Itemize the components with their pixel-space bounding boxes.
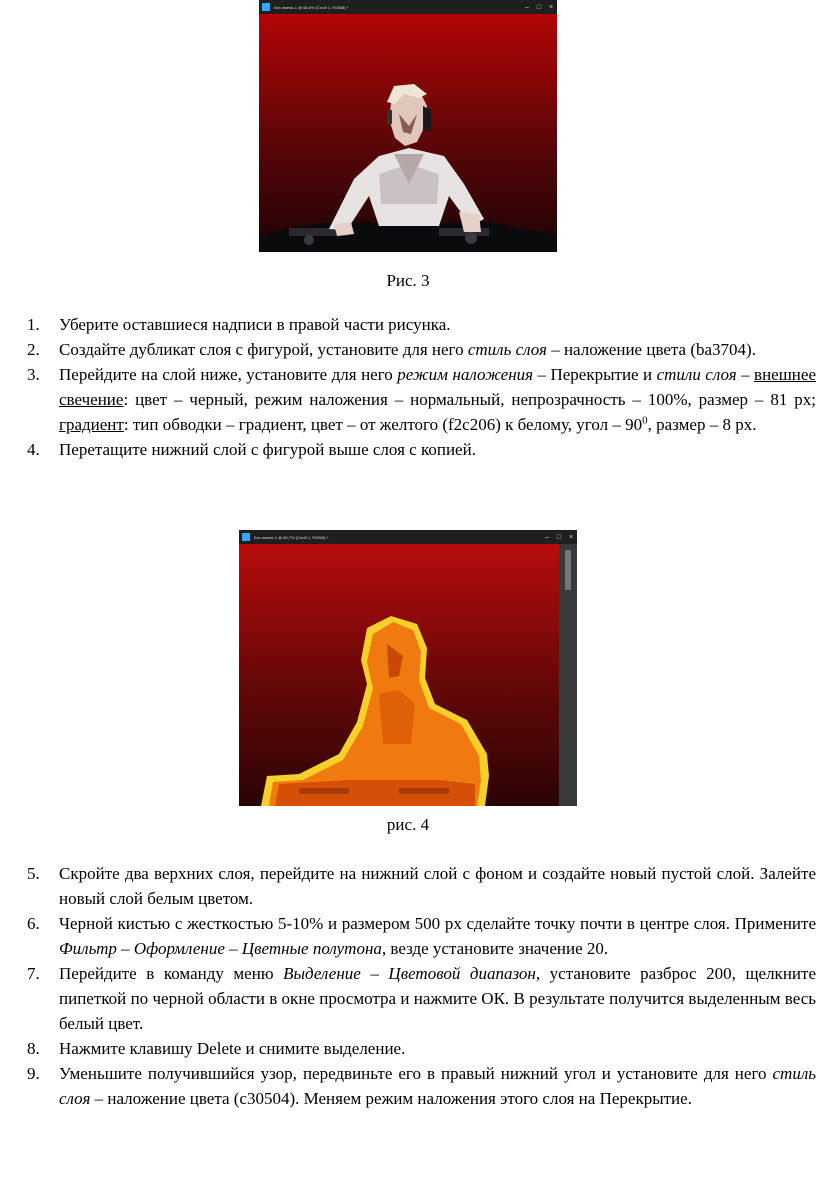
list-item-text: : цвет – черный, режим наложения – нормальный, непрозрачность – 100%, размер – 81 px; [123,390,816,409]
list-item-text: : тип обводки – градиент, цвет – от желтого (f2c206) к белому, угол – 90 [123,415,643,434]
list-item-text: , размер – 8 px. [647,415,757,434]
close-button[interactable]: × [568,533,574,541]
list-item-text: Создайте дубликат слоя с фигурой, установите для него [59,340,468,359]
maximize-button[interactable]: □ [556,533,562,541]
list-item-number: 9. [27,1064,40,1083]
list-item-text: Уменьшите получившийся узор, передвиньте его в правый нижний угол и установите для него [59,1064,773,1083]
italic-term: Фильтр – Оформление – Цветные полутона [59,939,382,958]
list-item-text: – наложение цвета (c30504). Меняем режим наложения этого слоя на Перекрытие. [90,1089,692,1108]
list-item [27,911,816,961]
figure-3-caption: Рис. 3 [386,271,430,290]
italic-term: стили слоя [656,365,737,384]
list-item-text: Нажмите клавишу Delete и снимите выделение. [59,1039,406,1058]
superscript: 0 [642,414,648,427]
list-item [27,337,816,362]
window-titlebar [259,0,557,14]
list-item-text: – Перекрытие и [533,365,657,384]
list-item [27,861,816,911]
document-canvas[interactable] [239,544,577,806]
list-item-text: – наложение цвета (ba3704). [546,340,756,359]
window-titlebar [239,530,577,544]
window-title: Без имени-1 @ 66,7% (Слой 1, RGB/8) * [254,534,329,540]
document-canvas[interactable] [259,14,557,252]
orange-glow-silhouette-image [239,544,577,806]
maximize-button[interactable]: □ [536,3,542,11]
list-item-number: 7. [27,964,40,983]
list-item-text: Перейдите в команду меню [59,964,284,983]
underlined-term: градиент [59,415,124,434]
list-item [27,1036,816,1061]
list-item-number: 1. [27,315,40,334]
list-item-text: , установите разброс 200, щелкните пипеткой по черной области в окне просмотра и нажмите ОК. В результате получится выделенным весь белый цвет. [59,964,816,1033]
minimize-button[interactable]: – [545,533,549,541]
underlined-term: внешнее свечение [59,365,816,409]
italic-term: стиль слоя [59,1064,816,1108]
italic-term: режим наложения [397,365,534,384]
photoshop-window-fig4 [239,530,577,806]
list-item [27,1061,816,1111]
italic-term: Выделение – Цветовой диапазон [283,964,536,983]
list-item [27,437,816,462]
list-item-text: Уберите оставшиеся надписи в правой части рисунка. [59,315,451,334]
photoshop-app-icon [242,533,250,541]
instruction-list-2 [27,861,816,1111]
list-item [27,312,816,337]
list-item-number: 6. [27,914,40,933]
list-item-text: – [736,365,755,384]
list-item-text: Скройте два верхних слоя, перейдите на нижний слой с фоном и создайте новый пустой слой. Залейте новый слой белым цветом. [59,864,816,908]
list-item-number: 2. [27,340,40,359]
instruction-list-1 [27,312,816,462]
photoshop-window-fig3 [259,0,557,252]
list-item-number: 4. [27,440,40,459]
list-item-text: Перейдите на слой ниже, установите для него [59,365,398,384]
list-item [27,362,816,437]
close-button[interactable]: × [548,3,554,11]
list-item-text: Черной кистью с жесткостью 5-10% и размером 500 px сделайте точку почти в центре слоя. Примените [59,914,816,933]
figure-4-caption: рис. 4 [386,815,430,834]
list-item-text: Перетащите нижний слой с фигурой выше слоя с копией. [59,440,476,459]
minimize-button[interactable]: – [525,3,529,11]
list-item-number: 8. [27,1039,40,1058]
list-item-number: 3. [27,365,40,384]
dj-silhouette-image [259,14,557,252]
window-title: Без имени-1 @ 66,6% (Слой 1, RGB/8) * [274,4,349,10]
italic-term: стиль слоя [467,340,547,359]
list-item [27,961,816,1036]
photoshop-app-icon [262,3,270,11]
list-item-number: 5. [27,864,40,883]
list-item-text: , везде установите значение 20. [381,939,609,958]
